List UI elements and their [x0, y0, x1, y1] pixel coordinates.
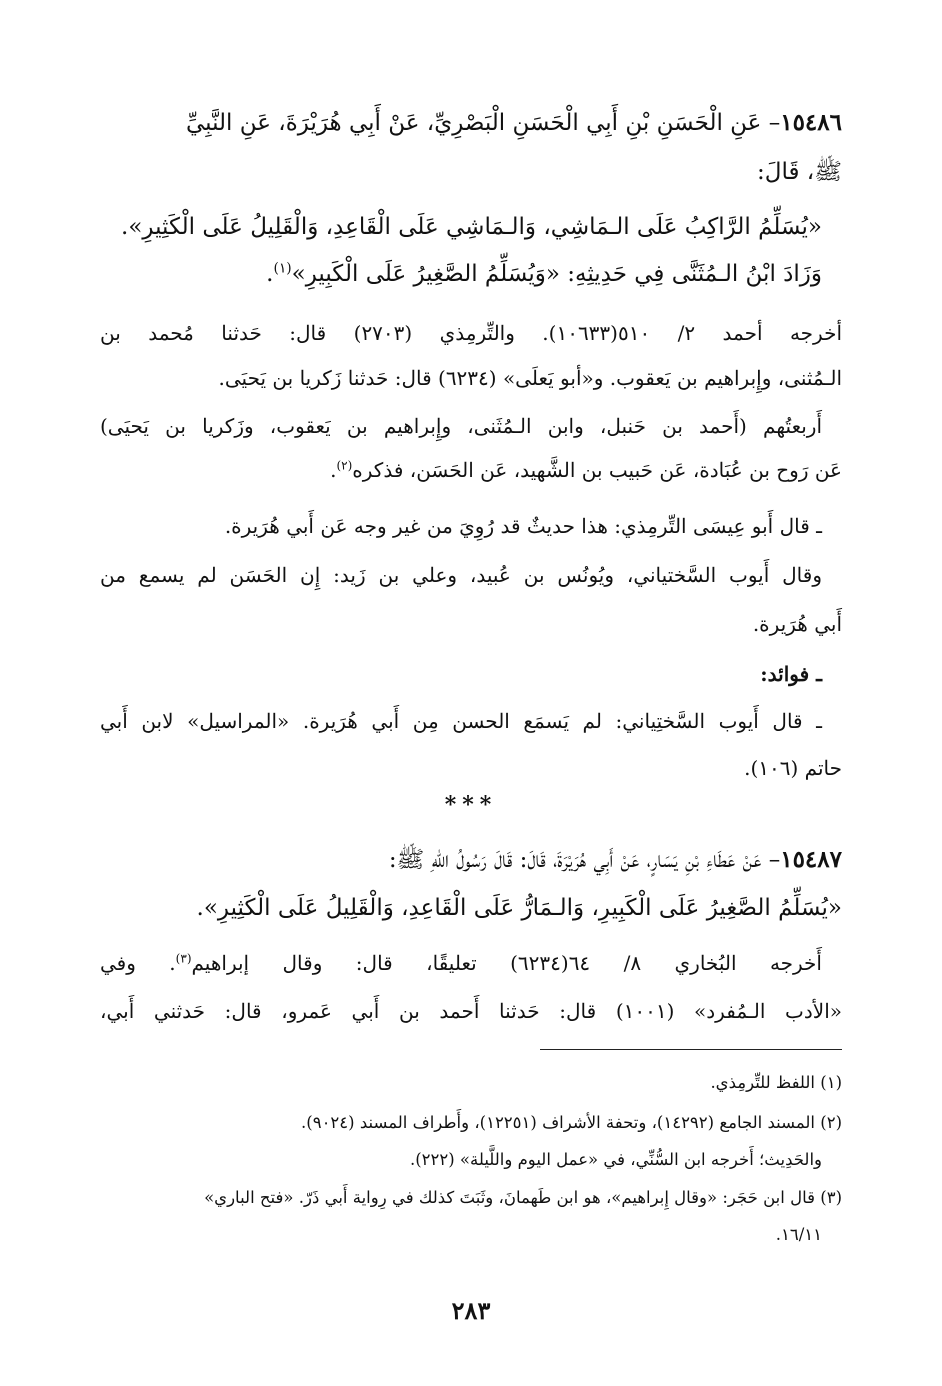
tirmidhi-comment-line-1: ـ قال أَبو عِيسَى التِّرمِذي: هذا حديثٌ قد رُوِيَ من غير وجه عَن أَبي هُرَيرة.	[224, 514, 822, 538]
hadith-15486-line-2: ﷺ، قَالَ:	[757, 159, 842, 185]
footnote-1: (١) اللفظ للتِّرمِذي.	[710, 1073, 842, 1092]
footnote-3-line-2: ١٦/١١.	[775, 1225, 822, 1244]
hadith-number: ١٥٤٨٦	[780, 109, 842, 136]
footnote-ref-3: (٣)	[175, 951, 192, 966]
takhrij-15487-line-1	[100, 943, 822, 983]
takhrij-15487-line-2: «الأدب الـمُفرد» (١٠٠١) قال: حَدثنا أَحمد بن أَبي عَمرو، قال: حَدثني أَبي،	[100, 999, 842, 1023]
takhrij-line-4-text: عَن رَوح بن عُبَادة، عَن حَبيب بن الشَّهيد، عَن الحَسَن، فذكره	[352, 458, 842, 482]
tirmidhi-comment-line-3: أَبي هُرَيرة.	[752, 612, 842, 636]
takhrij-line-1: أخرجه أحمد ٢/ ٥١٠(١٠٦٣٣). والتِّرمِذي (٢٧٠٣) قال: حَدثنا مُحمد بن	[100, 321, 842, 345]
hadith-15487-matn: «يُسَلِّمُ الصَّغِيرُ عَلَى الْكَبِيرِ، وَالـمَارُّ عَلَى الْقَاعِدِ، وَالْقَلِيلُ عَلَى الْكَثِيرِ».	[196, 895, 842, 921]
hadith-isnad-text: – عَنِ الْحَسَنِ بْنِ أَبِي الْحَسَنِ الْبَصْرِيِّ، عَنْ أَبِي هُرَيْرَةَ، عَنِ النَّبِيِّ	[185, 110, 781, 136]
footnote-3-line-1: (٣) قال ابن حَجَر: «وقال إِبراهيم»، هو ابن طَهمانَ، وثَبَتَ كذلك في رِواية أَبي ذَرّ. «فتح الباري»	[204, 1188, 842, 1207]
hadith-isnad-text: – عَنْ عَطَاءِ بْنِ يَسَارٍ، عَنْ أَبِي هُرَيْرَةَ، قَالَ: قَالَ رَسُولُ اللهِ ﷺ:	[388, 847, 781, 873]
footnote-ref-1: (١)	[273, 260, 292, 277]
footnote-2-line-1: (٢) المسند الجامع (١٤٢٩٢)، وتحفة الأشراف (١٢٢٥١)، وأَطراف المسند (٩٠٢٤).	[301, 1113, 842, 1132]
footnote-2-line-2: والحَدِيث؛ أَخرجه ابن السُّنِّي، في «عمل اليوم واللَّيلة» (٢٢٢).	[409, 1150, 822, 1169]
section-separator: ***	[444, 792, 498, 818]
fawaid-line-1: ـ قال أَيوب السَّختِياني: لم يَسمَع الحسن مِن أَبي هُرَيرة. «المراسيل» لابن أَبي	[100, 709, 822, 733]
addition-text: وَزَادَ ابْنُ الـمُثَنَّى فِي حَدِيثِهِ: «وَيُسَلِّمُ الصَّغِيرُ عَلَى الْكَبِيرِ»	[291, 261, 822, 287]
takhrij-line-3: أَربعتُهم (أَحمد بن حَنبل، وابن الـمُثَنى، وإِبراهيم بن يَعقوب، وزَكريا بن يَحيَى)	[100, 414, 822, 438]
fawaid-heading: ـ فوائد:	[760, 662, 822, 686]
hadith-15486-line-1	[100, 103, 842, 143]
footnote-ref-2: (٢)	[336, 458, 353, 473]
hadith-15487-line-1	[100, 840, 842, 880]
takhrij-line-2: الـمُثنى، وإِبراهيم بن يَعقوب. و«أبو يَعلَى» (٦٢٣٤) قال: حَدثنا زَكريا بن يَحيَى.	[218, 366, 842, 390]
footnote-divider	[540, 1049, 842, 1050]
hadith-15486-addition: وَزَادَ ابْنُ الـمُثَنَّى فِي حَدِيثِهِ: «وَيُسَلِّمُ الصَّغِيرُ عَلَى الْكَبِيرِ»$^{(١)}$.	[266, 260, 822, 287]
hadith-number: ١٥٤٨٧	[780, 846, 842, 873]
tirmidhi-comment-line-2: وقال أَيوب السَّختياني، ويُونُس بن عُبيد، وعلي بن زَيد: إِن الحَسَن لم يسمع من	[100, 563, 822, 587]
takhrij-text-end: . وفي	[100, 951, 176, 975]
page-number: ٢٨٣	[451, 1296, 491, 1325]
fawaid-line-2: حاتم (١٠٦).	[744, 756, 842, 780]
hadith-15486-matn: «يُسَلِّمُ الرَّاكِبُ عَلَى الـمَاشِي، وَالـمَاشِي عَلَى الْقَاعِدِ، وَالْقَلِيلُ عَلَى الْكَثِيرِ».	[121, 214, 822, 240]
takhrij-line-4: عَن رَوح بن عُبَادة، عَن حَبيب بن الشَّهيد، عَن الحَسَن، فذكره$^{(٢)}$.	[330, 458, 842, 482]
takhrij-text: أَخرجه البُخاري ٨/ ٦٤(٦٢٣٤) تعليقًا، قال: وقال إبراهيم	[191, 951, 822, 975]
